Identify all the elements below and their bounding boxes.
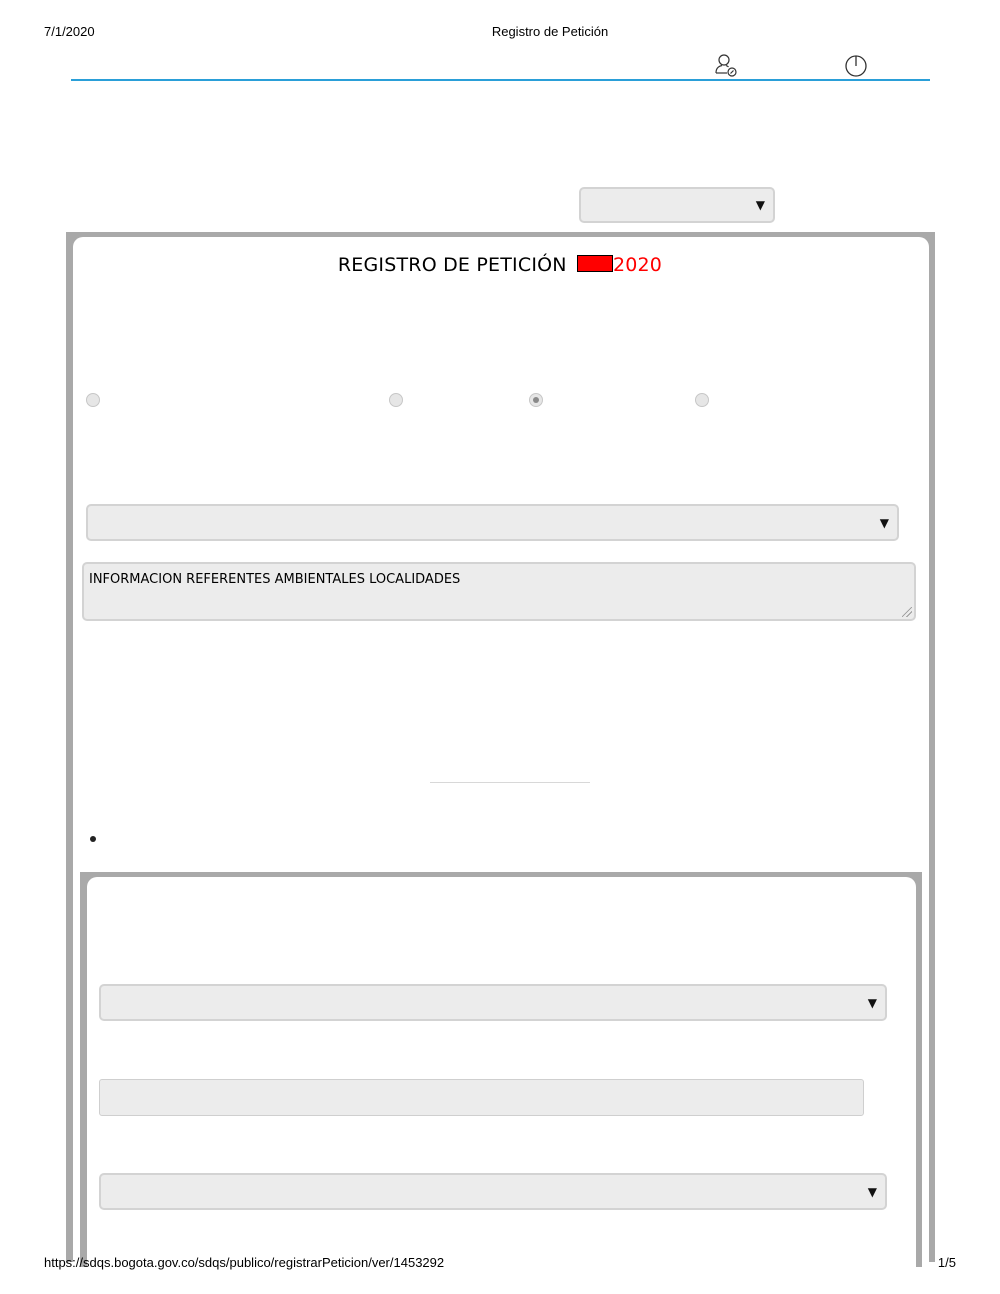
sub-panel xyxy=(87,877,916,1272)
header-divider xyxy=(71,79,930,81)
top-select[interactable] xyxy=(579,187,775,223)
main-select[interactable] xyxy=(86,504,899,541)
redacted-number xyxy=(577,255,613,272)
print-date: 7/1/2020 xyxy=(44,24,95,39)
list-bullet xyxy=(90,836,96,842)
chevron-down-icon: ▼ xyxy=(867,1184,877,1199)
print-url: https://sdqs.bogota.gov.co/sdqs/publico/registrarPeticion/ver/1453292 xyxy=(44,1255,445,1270)
radio-option-2[interactable] xyxy=(389,393,403,407)
radio-option-1[interactable] xyxy=(86,393,100,407)
radio-option-4[interactable] xyxy=(695,393,709,407)
chevron-down-icon: ▼ xyxy=(755,198,765,212)
chevron-down-icon: ▼ xyxy=(867,995,877,1010)
sub-select-1[interactable] xyxy=(99,984,887,1021)
sub-text-input[interactable] xyxy=(99,1079,864,1116)
print-title: Registro de Petición xyxy=(491,24,609,39)
user-settings-icon[interactable] xyxy=(713,53,739,79)
resize-grip-icon[interactable] xyxy=(902,607,912,617)
form-title xyxy=(0,254,1000,276)
print-page-number: 1/5 xyxy=(937,1255,956,1270)
description-textarea[interactable] xyxy=(82,562,916,621)
chevron-down-icon: ▼ xyxy=(879,515,889,530)
power-icon[interactable] xyxy=(843,53,869,79)
sub-select-2[interactable] xyxy=(99,1173,887,1210)
description-text: INFORMACION REFERENTES AMBIENTALES LOCALIDADES xyxy=(89,572,461,587)
form-title-year: 2020 xyxy=(612,254,663,276)
radio-option-3[interactable] xyxy=(529,393,543,407)
form-title-text: REGISTRO DE PETICIÓN xyxy=(337,254,567,276)
divider xyxy=(430,782,590,783)
